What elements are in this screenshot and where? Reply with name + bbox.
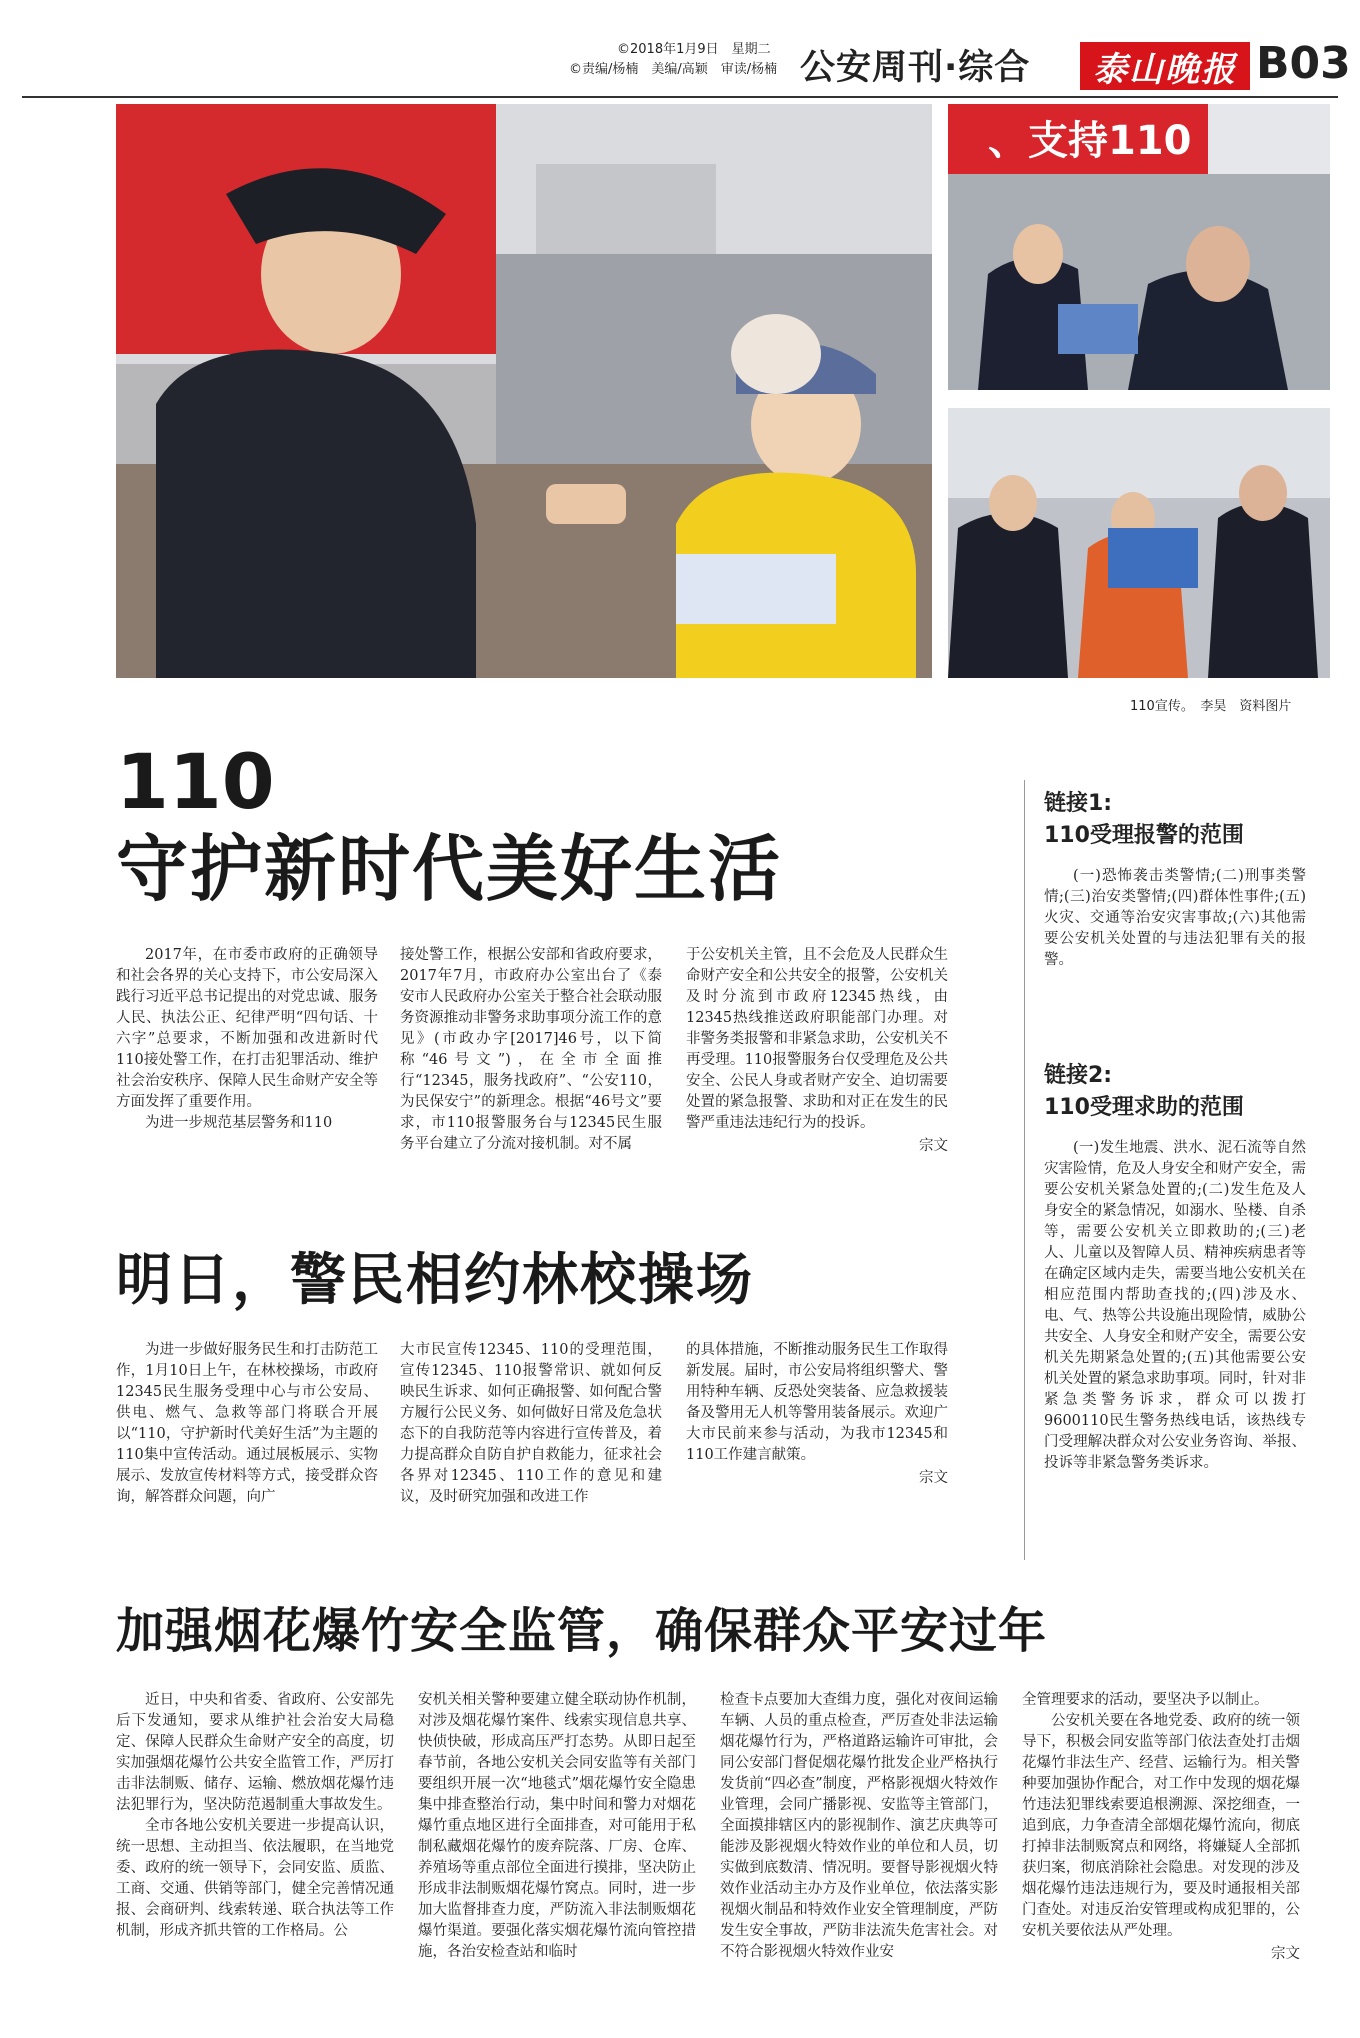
article3-para6: 公安机关要在各地党委、政府的统一领导下，积极会同安监等部门依法查处打击烟花爆竹非法生产、经营、运输行为。相关警种要加强协作配合，对工作中发现的烟花爆竹违法犯罪线索要追根溯源、深挖细查，一追到底，力争查清全部烟花爆竹流向，彻底打掉非法制贩窝点和网络，将嫌疑人全部抓获归案，彻底消除社会隐患。对发现的涉及烟花爆竹违法违规行为，要及时通报相关部门查处。对违反治安管理或构成犯罪的，公安机关要依法从严处理。 bbox=[1022, 1713, 1300, 1939]
article1-title-number: 110 bbox=[116, 737, 275, 826]
article3-para3: 安机关相关警种要建立健全联动协作机制，对涉及烟花爆竹案件、线索实现信息共享、快侦快破，形成高压严打态势。从即日起至春节前，各地公安机关会同安监等有关部门要组织开展一次“地毯式”烟花爆竹安全隐患集中排查整治行动，集中时间和警力对烟花爆竹重点地区进行全面排查，对可能用于私制私藏烟花爆竹的废弃院落、厂房、仓库、养殖场等重点部位全面进行摸排，坚决防止形成非法制贩烟花爆竹窝点。同时，进一步加大监督排查力度，严防流入非法制贩烟花爆竹渠道。要强化落实烟花爆竹流向管控措施，各治安检查站和临时 bbox=[418, 1692, 696, 1960]
sidebar-divider bbox=[1024, 780, 1025, 1560]
article3-para4: 检查卡点要加大查缉力度，强化对夜间运输车辆、人员的重点检查，严厉查处非法运输烟花爆竹行为，严格道路运输许可审批，会同公安部门督促烟花爆竹批发企业严格执行发货前“四必查”制度，严格影视烟火特效作业管理，会同广播影视、安监等主管部门，全面摸排辖区内的影视制作、演艺庆典等可能涉及影视烟火特效作业的单位和人员，切实做到底数清、情况明。要督导影视烟火特效作业活动主办方及作业单位，依法落实影视烟火制品和特效作业安全管理制度，严防发生安全事故，严防非法流失危害社会。对不符合影视烟火特效作业安 bbox=[720, 1692, 998, 1960]
photo-caption: 110宣传。 李昊 资料图片 bbox=[1130, 699, 1292, 714]
link1-label: 链接1: bbox=[1044, 791, 1113, 816]
article3-para5: 全管理要求的活动，要坚决予以制止。 bbox=[1022, 1692, 1269, 1708]
article3-title: 加强烟花爆竹安全监管，确保群众平安过年 bbox=[116, 1603, 1048, 1659]
section-title: 公安周刊·综合 bbox=[800, 48, 1031, 88]
main-photo bbox=[116, 104, 932, 678]
article1-col3 bbox=[686, 945, 948, 1155]
article1-para3: 接处警工作，根据公安部和省政府要求，2017年7月，市政府办公室出台了《泰安市人民政府办公室关于整合社会联动服务资源推动非警务求助事项分流工作的意见》(市政办字[2017]46号，以下简称“46号文”)，在全市全面推行“12345，服务找政府”、“公安110，为民保安宁”的新理念。根据“46号文”要求，市110报警服务台与12345民生服务平台建立了分流对接机制。对不属 bbox=[400, 947, 662, 1152]
article2-col3 bbox=[686, 1340, 948, 1487]
article3-para2: 全市各地公安机关要进一步提高认识，统一思想、主动担当、依法履职，在当地党委、政府的统一领导下，会同安监、质监、工商、交通、供销等部门，健全完善情况通报、会商研判、线索转递、联合执法等工作机制，形成齐抓共管的工作格局。公 bbox=[116, 1818, 394, 1939]
link2-label: 链接2: bbox=[1044, 1063, 1113, 1088]
article1-col1 bbox=[116, 945, 378, 1134]
article3-para1: 近日，中央和省委、省政府、公安部先后下发通知，要求从维护社会治安大局稳定、保障人民群众生命财产安全的高度，切实加强烟花爆竹公共安全监管工作，严厉打击非法制贩、储存、运输、燃放烟花爆竹违法犯罪行为，坚决防范遏制重大事故发生。 bbox=[116, 1692, 394, 1813]
editors-credit: ©责编/杨楠 美编/高颖 审读/杨楠 bbox=[569, 62, 778, 77]
article1-para2: 为进一步规范基层警务和110 bbox=[145, 1115, 333, 1131]
article3-col3 bbox=[720, 1690, 998, 1963]
article2-col1 bbox=[116, 1340, 378, 1508]
newspaper-logo: 泰山晚报 bbox=[1080, 42, 1250, 90]
article1-title: 守护新时代美好生活 bbox=[116, 827, 783, 911]
article1-para4: 于公安机关主管，且不会危及人民群众生命财产安全和公共安全的报警，公安机关及时分流到市政府12345热线，由12345热线推送政府职能部门办理。对非警务类报警和非紧急求助，公安机关不再受理。110报警服务台仅受理危及公共安全、公民人身或者财产安全、迫切需要处置的紧急报警、求助和对正在发生的民警严重违法违纪行为的投诉。 bbox=[686, 947, 948, 1131]
banner-text: 、支持110 bbox=[988, 118, 1192, 164]
article2-para3: 的具体措施，不断推动服务民生工作取得新发展。届时，市公安局将组织警犬、警用特种车辆、反恐处突装备、应急救援装备及警用无人机等警用装备展示。欢迎广大市民前来参与活动，为我市12345和110工作建言献策。 bbox=[686, 1342, 948, 1463]
photo-top-right bbox=[948, 104, 1330, 390]
header-rule bbox=[22, 96, 1338, 98]
article2-byline: 宗文 bbox=[919, 1470, 948, 1486]
article2-para2: 大市民宣传12345、110的受理范围，宣传12345、110报警常识、就如何反映民生诉求、如何正确报警、如何配合警方履行公民义务、如何做好日常及危急状态下的自我防范等内容进行宣传普及，着力提高群众自防自护自救能力，征求社会各界对12345、110工作的意见和建议，及时研究加强和改进工作 bbox=[400, 1342, 662, 1505]
photo-bottom-right bbox=[948, 408, 1330, 678]
article2-col2 bbox=[400, 1340, 662, 1508]
link2-text: (一)发生地震、洪水、泥石流等自然灾害险情，危及人身安全和财产安全，需要公安机关紧急处置的;(二)发生危及人身安全的紧急情况，如溺水、坠楼、自杀等，需要公安机关立即救助的;(三)老人、儿童以及智障人员、精神疾病患者等在确定区域内走失，需要当地公安机关在相应范围内帮助查找的;(四)涉及水、电、气、热等公共设施出现险情，威胁公共安全、人身安全和财产安全，需要公安机关先期紧急处置的;(五)其他需要公安机关处置的紧急求助事项。同时，针对非紧急类警务诉求，群众可以拨打9600110民生警务热线电话，该热线专门受理解决群众对公安业务咨询、举报、投诉等非紧急警务类诉求。 bbox=[1044, 1140, 1306, 1471]
article2-para1: 为进一步做好服务民生和打击防范工作，1月10日上午，在林校操场，市政府12345民生服务受理中心与市公安局、供电、燃气、急救等部门将联合开展以“110，守护新时代美好生活”为主题的110集中宣传活动。通过展板展示、实物展示、发放宣传材料等方式，接受群众咨询，解答群众问题，向广 bbox=[116, 1342, 378, 1505]
article2-title: 明日，警民相约林校操场 bbox=[116, 1248, 754, 1313]
article3-col1 bbox=[116, 1690, 394, 1942]
link1-title: 110受理报警的范围 bbox=[1044, 823, 1244, 848]
article3-byline: 宗文 bbox=[1271, 1946, 1300, 1962]
article1-byline: 宗文 bbox=[919, 1138, 948, 1154]
link1-text: (一)恐怖袭击类警情;(二)刑事类警情;(三)治安类警情;(四)群体性事件;(五)火灾、交通等治安灾害事故;(六)其他需要公安机关处置的与违法犯罪有关的报警。 bbox=[1044, 868, 1306, 968]
issue-date: ©2018年1月9日 星期二 bbox=[617, 42, 771, 57]
link2-title: 110受理求助的范围 bbox=[1044, 1095, 1244, 1120]
article1-col2 bbox=[400, 945, 662, 1155]
sidebar-link2 bbox=[1044, 1060, 1306, 1474]
article1-para1: 2017年，在市委市政府的正确领导和社会各界的关心支持下，市公安局深入践行习近平总书记提出的对党忠诚、服务人民、执法公正、纪律严明“四句话、十六字”总要求，不断加强和改进新时代110接处警工作，在打击犯罪活动、维护社会治安秩序、保障人民生命财产安全等方面发挥了重要作用。 bbox=[116, 947, 378, 1110]
article3-col2 bbox=[418, 1690, 696, 1963]
sidebar-link1 bbox=[1044, 788, 1306, 971]
article3-col4 bbox=[1022, 1690, 1300, 1963]
page-number: B03 bbox=[1256, 38, 1351, 89]
